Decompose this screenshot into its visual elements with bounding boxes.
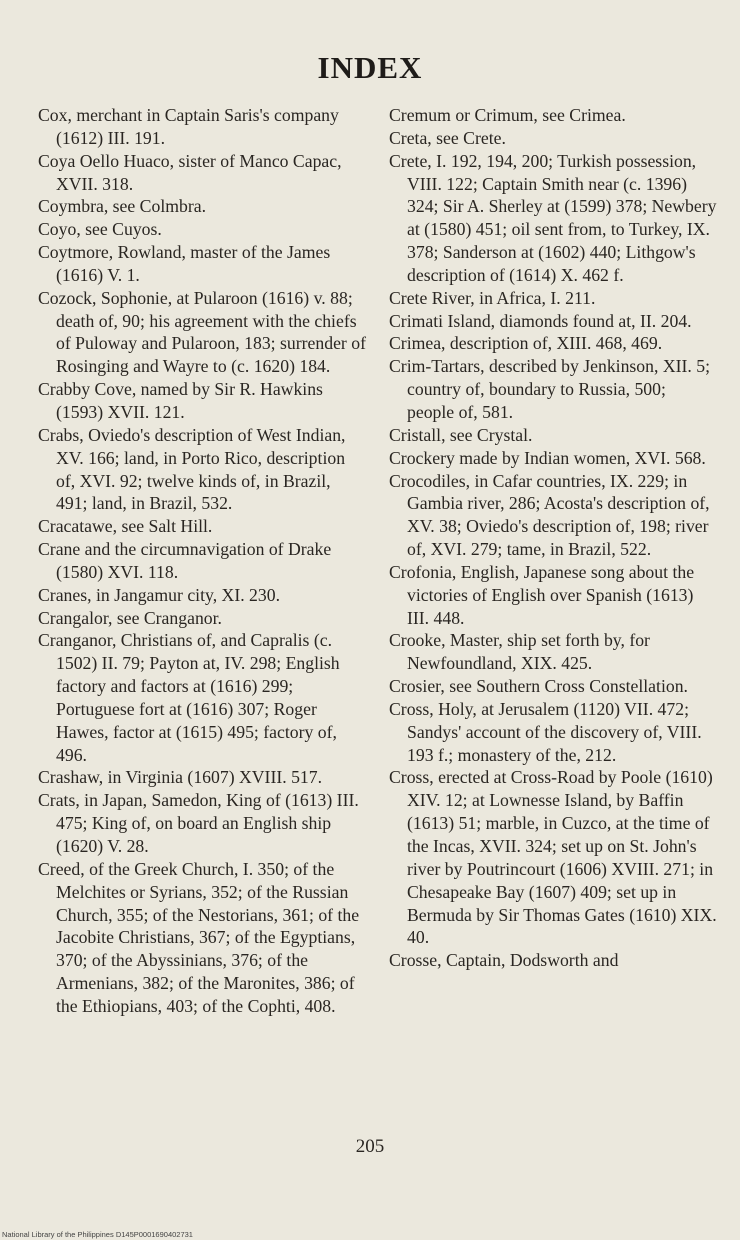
index-entry: Cross, Holy, at Jerusalem (1120) VII. 472; Sandys' account of the discovery of, VIII. 193 f.; monastery of the, 212. — [389, 698, 702, 765]
index-entry: Coymbra, see Colmbra. — [38, 196, 206, 217]
index-entry: Crim-Tartars, described by Jenkinson, XII. 5; country of, boundary to Russia, 500; people of, 581. — [389, 356, 710, 422]
index-entry: Cranes, in Jangamur city, XI. 230. — [38, 584, 281, 605]
index-entry: Crane and the circumnavigation of Drake (1580) XVI. 118. — [38, 539, 332, 582]
index-entry: Crosse, Captain, Dodsworth and — [389, 950, 619, 971]
index-entry: Crofonia, English, Japanese song about the victories of English over Spanish (1613) III. 448. — [389, 561, 695, 628]
index-column-right — [389, 104, 717, 972]
index-entry: Crockery made by Indian women, XVI. 568. — [389, 447, 706, 468]
index-entry: Creed, of the Greek Church, I. 350; of the Melchites or Syrians, 352; of the Russian Church, 355; of the Nestorians, 361; of the Jacobite Christians, 367; of the Egyptians, 370; of the Abyssinians, 376; of the Armenians, 382; of the Maronites, 386; of the Ethiopians, 403; of the Cophti, 408. — [38, 858, 360, 1016]
index-entry: Cross, erected at Cross-Road by Poole (1610) XIV. 12; at Lownesse Island, by Baffin (1613) 51; marble, in Cuzco, at the time of the Incas, XVII. 324; set up on St. John's river by Poutrincourt (1606) XVIII. 271; in Chesapeake Bay (1607) 409; set up in Bermuda by Sir Thomas Gates (1610) XIX. 40. — [389, 767, 717, 948]
scan-footer: National Library of the Philippines D145P0001690402731 — [2, 1230, 193, 1239]
index-entry: Crashaw, in Virginia (1607) XVIII. 517. — [38, 767, 323, 788]
index-entry: Crabs, Oviedo's description of West Indian, XV. 166; land, in Porto Rico, description of, XVI. 92; twelve kinds of, in Brazil, 491; land, in Brazil, 532. — [38, 424, 346, 514]
page-number: 205 — [355, 1136, 385, 1157]
index-entry: Cozock, Sophonie, at Pularoon (1616) v. 88; death of, 90; his agreement with the chiefs of Puloway and Pularoon, 183; surrender of Rosinging and Wayre to (c. 1620) 184. — [38, 287, 366, 377]
index-entry: Coyo, see Cuyos. — [38, 219, 162, 240]
index-entry: Cristall, see Crystal. — [389, 424, 533, 445]
index-entry: Crabby Cove, named by Sir R. Hawkins (1593) XVII. 121. — [38, 379, 323, 422]
index-column-left — [38, 104, 366, 1018]
index-entry: Cremum or Crimum, see Crimea. — [389, 105, 626, 125]
index-entry: Crete, I. 192, 194, 200; Turkish possession, VIII. 122; Captain Smith near (c. 1396) 324; Sir A. Sherley at (1599) 378; Newbery at (1580) 451; oil sent from, to Turkey, IX. 378; Sanderson at (1602) 440; Lithgow's description of (1614) X. 462 f. — [389, 150, 717, 285]
index-entry: Coytmore, Rowland, master of the James (1616) V. 1. — [38, 242, 331, 285]
index-entry: Cox, merchant in Captain Saris's company (1612) III. 191. — [38, 105, 339, 148]
index-entry: Crocodiles, in Cafar countries, IX. 229; in Gambia river, 286; Acosta's description of, XV. 38; Oviedo's description of, 198; river of, XVI. 279; tame, in Brazil, 522. — [389, 470, 710, 560]
index-entry: Crooke, Master, ship set forth by, for Newfoundland, XIX. 425. — [389, 630, 650, 674]
page-title: INDEX — [317, 50, 423, 85]
index-entry: Crats, in Japan, Samedon, King of (1613) III. 475; King of, on board an English ship (1620) V. 28. — [38, 790, 359, 856]
index-entry: Creta, see Crete. — [389, 127, 506, 148]
index-entry: Coya Oello Huaco, sister of Manco Capac, XVII. 318. — [38, 150, 342, 194]
index-entry: Crangalor, see Cranganor. — [38, 607, 222, 628]
index-entry: Crimea, description of, XIII. 468, 469. — [389, 333, 663, 354]
index-entry: Crosier, see Southern Cross Constellation. — [389, 676, 688, 697]
index-entry: Cracatawe, see Salt Hill. — [38, 516, 213, 537]
index-entry: Cranganor, Christians of, and Capralis (c. 1502) II. 79; Payton at, IV. 298; English factory and factors at (1616) 299; Portuguese fort at (1616) 307; Roger Hawes, factor at (1615) 495; factory of, 496. — [38, 630, 340, 765]
index-entry: Crete River, in Africa, I. 211. — [389, 287, 596, 308]
index-entry: Crimati Island, diamonds found at, II. 204. — [389, 310, 692, 331]
